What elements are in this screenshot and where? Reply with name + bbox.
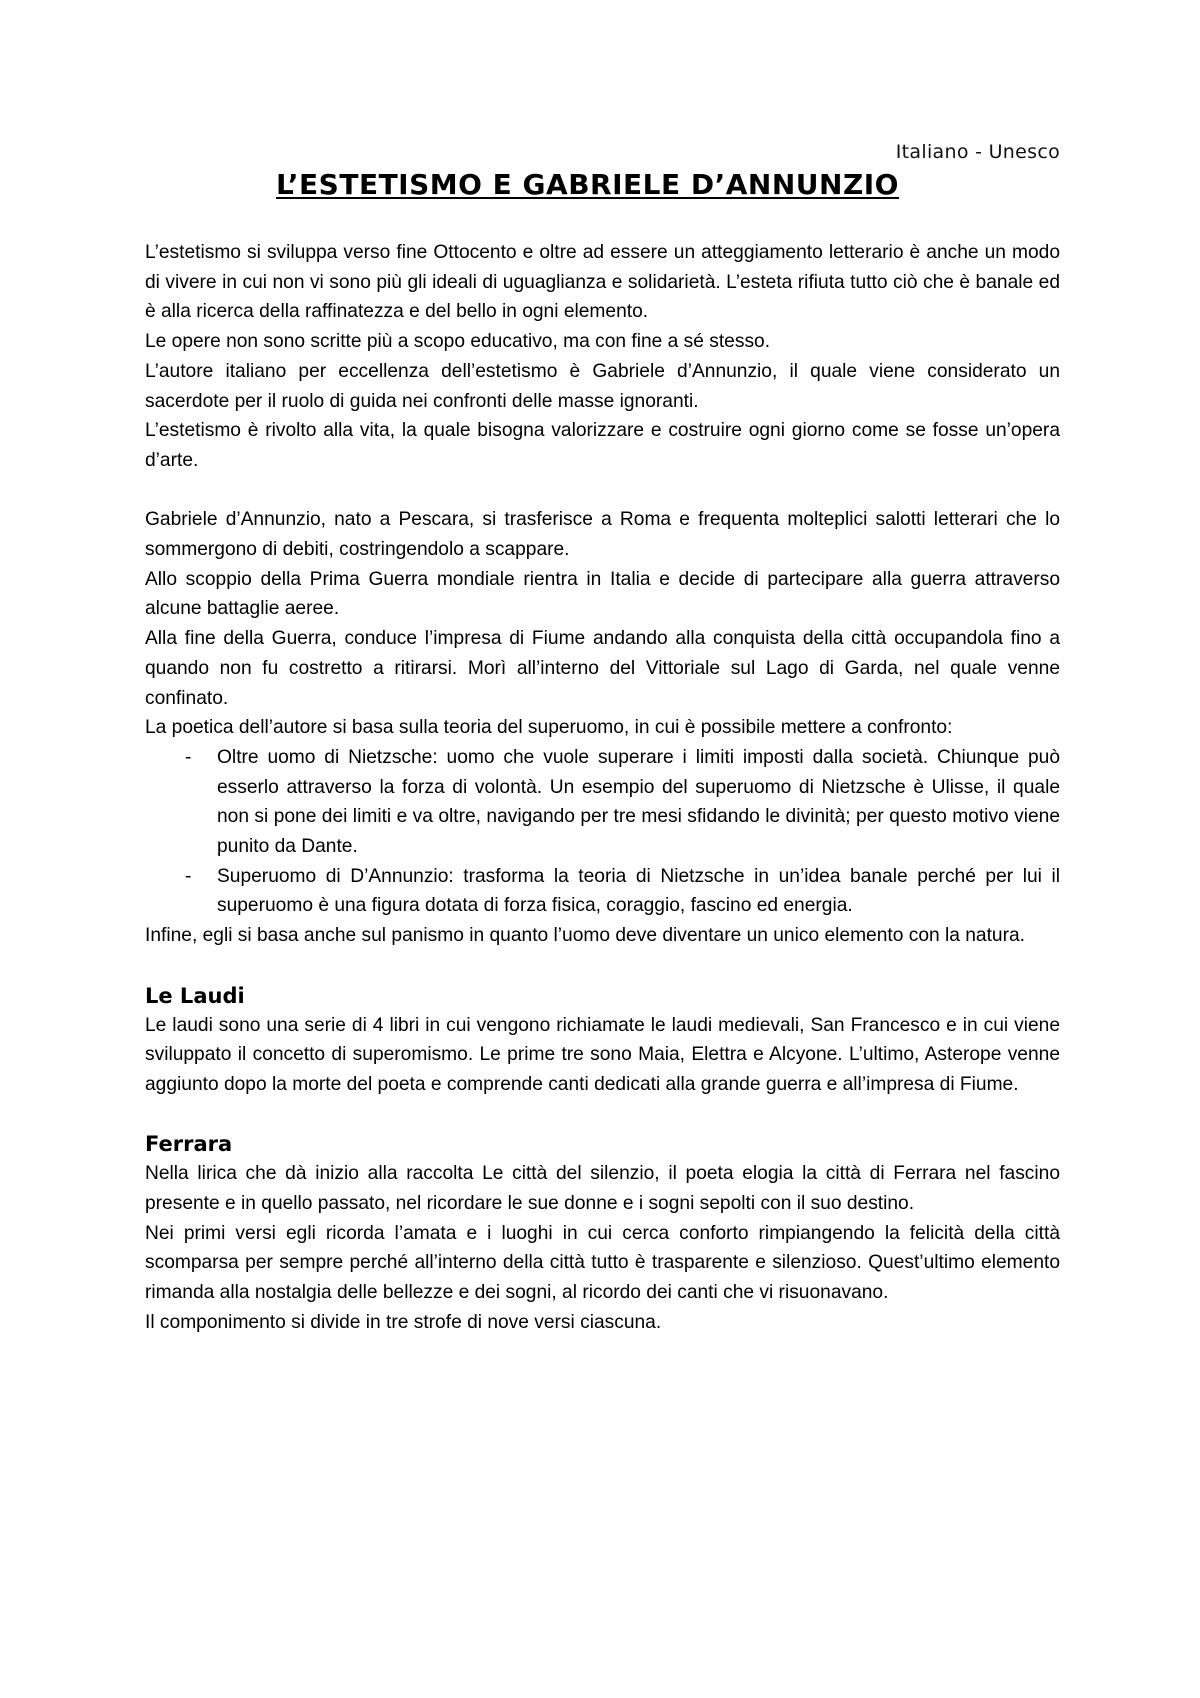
biography-paragraph: Gabriele d’Annunzio, nato a Pescara, si trasferisce a Roma e frequenta molteplici salotti letterari che lo sommergono di debiti, costringendolo a scappare. — [145, 509, 1060, 561]
list-item — [145, 743, 1060, 862]
laudi-section — [145, 981, 1060, 1100]
ferrara-paragraph: Nei primi versi egli ricorda l’amata e i luoghi in cui cerca conforto rimpiangendo la felicità della città scomparsa per sempre perché all’interno della città tutto è trasparente e silenzioso. Quest’ultimo elemento rimanda alla nostalgia delle bellezze e dei sogni, al ricordo dei canti che vi risuonavano. — [145, 1222, 1060, 1304]
list-item-text: Superuomo di D’Annunzio: trasforma la teoria di Nietzsche in un’idea banale perché per lui il superuomo è una figura dotata di forza fisica, coraggio, fascino ed energia. — [217, 865, 1060, 917]
subject-tag: Italiano - Unesco — [895, 141, 1060, 163]
ferrara-section — [145, 1129, 1060, 1337]
biography-section — [145, 505, 1060, 951]
laudi-heading: Le Laudi — [145, 983, 245, 1008]
intro-paragraph: L’autore italiano per eccellenza dell’estetismo è Gabriele d’Annunzio, il quale viene considerato un sacerdote per il ruolo di guida nei confronti delle masse ignoranti. — [145, 360, 1060, 412]
biography-closing: Infine, egli si basa anche sul panismo in quanto l’uomo deve diventare un unico elemento con la natura. — [145, 925, 1025, 947]
biography-paragraph: Alla fine della Guerra, conduce l’impresa di Fiume andando alla conquista della città occupandola fino a quando non fu costretto a ritirarsi. Morì all’interno del Vittoriale sul Lago di Garda, nel quale venne confinato. — [145, 628, 1060, 709]
dash-bullet-icon: - — [185, 746, 192, 768]
list-item — [145, 862, 1060, 921]
superuomo-list — [145, 743, 1060, 921]
intro-paragraph: L’estetismo si sviluppa verso fine Ottocento e oltre ad essere un atteggiamento letterario è anche un modo di vivere in cui non vi sono più gli ideali di uguaglianza e solidarietà. L’esteta rifiuta tutto ciò che è banale ed è alla ricerca della raffinatezza e del bello in ogni elemento. — [145, 242, 1060, 323]
biography-paragraph: Allo scoppio della Prima Guerra mondiale rientra in Italia e decide di partecipare alla guerra attraverso alcune battaglie aeree. — [145, 568, 1060, 620]
ferrara-paragraph: Il componimento si divide in tre strofe di nove versi ciascuna. — [145, 1311, 662, 1333]
dash-bullet-icon: - — [185, 865, 192, 887]
ferrara-heading: Ferrara — [145, 1132, 233, 1157]
laudi-paragraph: Le laudi sono una serie di 4 libri in cui vengono richiamate le laudi medievali, San Francesco e in cui viene sviluppato il concetto di superomismo. Le prime tre sono Maia, Elettra e Alcyone. L’ultimo, Asterope venne aggiunto dopo la morte del poeta e comprende canti dedicati alla grande guerra e all’impresa di Fiume. — [145, 1014, 1060, 1095]
intro-paragraph: L’estetismo è rivolto alla vita, la quale bisogna valorizzare e costruire ogni giorno come se fosse un’opera d’arte. — [145, 420, 1060, 471]
list-item-text: Oltre uomo di Nietzsche: uomo che vuole superare i limiti imposti dalla società. Chiunque può esserlo attraverso la forza di volontà. Un esempio del superuomo di Nietzsche è Ulisse, il quale non si pone dei limiti e va oltre, navigando per tre mesi sfidando le divinità; per questo motivo viene punito da Dante. — [217, 746, 1060, 858]
ferrara-paragraph: Nella lirica che dà inizio alla raccolta Le città del silenzio, il poeta elogia la città di Ferrara nel fascino presente e in quello passato, nel ricordare le sue donne e i sogni sepolti con il suo destino. — [145, 1163, 1060, 1215]
paragraph-gap — [145, 951, 1060, 981]
intro-section — [145, 238, 1060, 476]
document-title: L’ESTETISMO E GABRIELE D’ANNUNZIO — [276, 168, 899, 201]
paragraph-gap — [145, 476, 1060, 506]
intro-paragraph: Le opere non sono scritte più a scopo educativo, ma con fine a sé stesso. — [145, 331, 771, 353]
paragraph-gap — [145, 1100, 1060, 1130]
document-page — [145, 140, 1060, 1338]
biography-paragraph: La poetica dell’autore si basa sulla teoria del superuomo, in cui è possibile mettere a confronto: — [145, 717, 953, 739]
